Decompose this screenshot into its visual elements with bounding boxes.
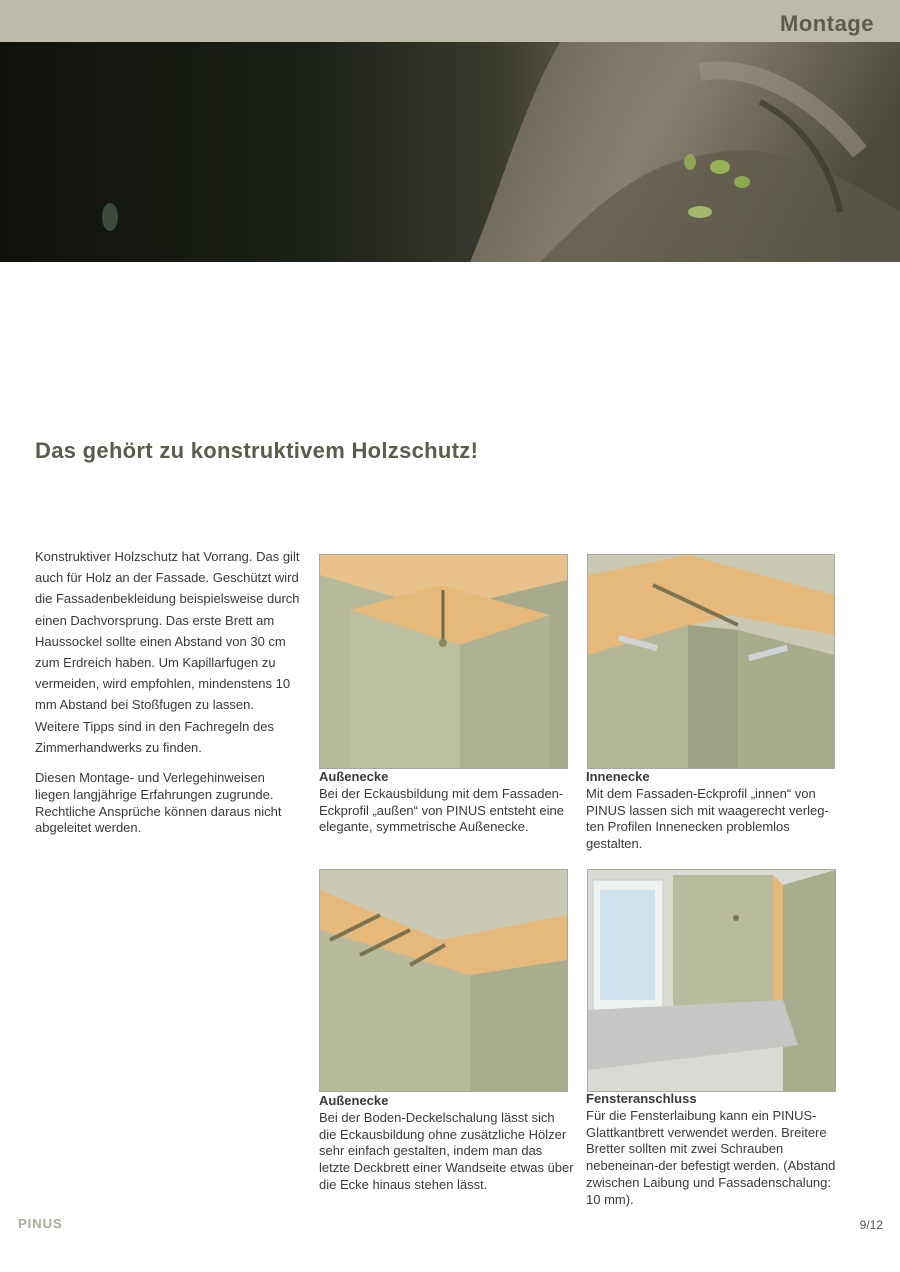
figure-caption xyxy=(319,769,574,836)
figure-caption xyxy=(319,1093,574,1194)
caption-text: Mit dem Fassaden-Eckprofil „innen“ von PINUS lassen sich mit waagerecht verleg-ten Profilen Innenecken problemlos gestalten. xyxy=(586,785,829,852)
figure-aussenecke-boden-deckel xyxy=(319,869,568,1092)
figure-fensteranschluss xyxy=(587,869,836,1092)
caption-text: Bei der Boden-Deckelschalung lässt sich die Eckausbildung ohne zusätzliche Hölzer sehr einfach gestalten, indem man das letzte Deckbrett einer Wandseite etwas über die Ecke hinaus stehen lässt. xyxy=(319,1109,574,1192)
page-number: 9/12 xyxy=(859,1218,883,1232)
caption-text: Bei der Eckausbildung mit dem Fassaden-Eckprofil „außen“ von PINUS entsteht eine elegante, symmetrische Außenecke. xyxy=(319,785,564,835)
caption-title: Fensteranschluss xyxy=(586,1091,697,1106)
caption-title: Außenecke xyxy=(319,1093,389,1108)
page-headline: Das gehört zu konstruktivem Holzschutz! xyxy=(35,438,479,463)
figure-caption xyxy=(586,1091,841,1209)
figure-innenecke xyxy=(587,554,835,769)
tree-root-photo xyxy=(0,42,900,262)
header-bar xyxy=(0,0,900,42)
disclaimer-text: Diesen Montage- und Verlegehinweisen liegen langjährige Erfahrungen zugrunde. Rechtliche Ansprüche können daraus nicht abgeleitet werden. xyxy=(35,770,282,836)
intro-text: Konstruktiver Holzschutz hat Vorrang. Das gilt auch für Holz an der Fassade. Geschützt wird die Fassadenbekleidung beispielsweise durch einen Dachvorsprung. Das erste Brett am Haussockel sollte einen Abstand von 30 cm zum Erdreich haben. Um Kapillarfugen zu vermeiden, wird empfohlen, mindenstens 10 mm Abstand bei Stoßfugen zu lassen. Weitere Tipps sind in den Fachregeln des Zimmerhandwerks zu finden. xyxy=(35,549,300,755)
pinus-logo: PINUS xyxy=(18,1216,63,1231)
caption-title: Außenecke xyxy=(319,769,389,784)
caption-title: Innenecke xyxy=(586,769,650,784)
caption-text: Für die Fensterlaibung kann ein PINUS-Glattkantbrett verwendet werden. Breitere Bretter sollten mit zwei Schrauben nebeneinan-der befestigt werden. (Abstand zwischen Laibung und Fassadenschalung: 10 mm). xyxy=(586,1107,836,1207)
section-title: Montage xyxy=(780,11,874,36)
hero-photo xyxy=(0,42,900,262)
figure-caption xyxy=(586,769,841,853)
figure-aussenecke-eckprofil xyxy=(319,554,568,769)
